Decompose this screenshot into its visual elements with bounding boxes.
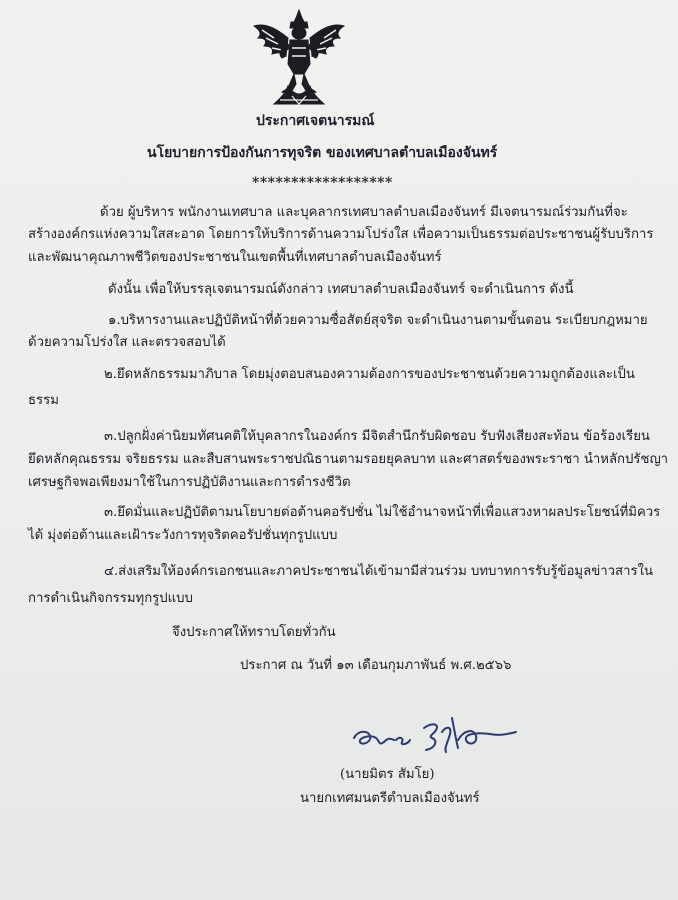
- document-heading: ประกาศเจตนารมณ์: [256, 113, 375, 129]
- item-3-line-1: ๓.ปลูกฝั่งค่านิยมทัศนคติให้บุคลากรในองค์กร มีจิตสำนึกรับผิดชอบ รับฟังเสียงสะท้อน ข้อร้องเรียน: [104, 429, 650, 444]
- document-title: นโยบายการป้องกันการทุจริต ของเทศบาลตำบลเมืองจันทร์: [147, 145, 498, 161]
- item-4-line-2: ได้ มุ่งต่อต้านและเฝ้าระวังการทุจริตคอรัปชั่นทุกรูปแบบ: [28, 528, 338, 543]
- announcement-date: ประกาศ ณ วันที่ ๑๓ เดือนกุมภาพันธ์ พ.ศ.๒๕๖๖: [240, 658, 512, 673]
- intro-line-1: ด้วย ผู้บริหาร พนักงานเทศบาล และบุคลากรเทศบาลตำบลเมืองจันทร์ มีเจตนารมณ์ร่วมกันที่จะ: [100, 205, 628, 220]
- handwritten-signature: [340, 708, 540, 764]
- item-4-line-1: ๓.ยึดมั่นและปฏิบัติตามนโยบายต่อต้านคอรัปชั่น ไม่ใช้อำนาจหน้าที่เพื่อแสวงหาผลประโยชน์ที่มิควร: [104, 505, 661, 520]
- separator: ******************: [252, 175, 393, 191]
- item-5-line-2: การดำเนินกิจกรรมทุกรูปแบบ: [28, 591, 193, 606]
- intro-line-3: และพัฒนาคุณภาพชีวิตของประชาชนในเขตพื้นที่เทศบาลตำบลเมืองจันทร์: [28, 250, 442, 265]
- signer-name: (นายมิตร สัมโย): [340, 767, 435, 782]
- lead-sentence: ดังนั้น เพื่อให้บรรลุเจตนารมณ์ดังกล่าว เทศบาลตำบลเมืองจันทร์ จะดำเนินการ ดังนี้: [108, 282, 574, 297]
- item-2-line-2: ธรรม: [28, 393, 59, 408]
- signer-position: นายกเทศมนตรีตำบลเมืองจันทร์: [300, 791, 480, 806]
- garuda-emblem-icon: [244, 8, 354, 108]
- item-3-line-3: เศรษฐกิจพอเพียงมาใช้ในการปฏิบัติงานและการดำรงชีวิต: [28, 475, 351, 490]
- item-3-line-2: ยึดหลักคุณธรรม จริยธรรม และสืบสานพระราชปณิธานตามรอยยุคลบาท และศาสตร์ของพระราชา นำหลักปรัชญา: [28, 452, 669, 467]
- item-1-line-2: ด้วยความโปร่งใส และตรวจสอบได้: [28, 335, 226, 350]
- intro-line-2: สร้างองค์กรแห่งความใสสะอาด โดยการให้บริการด้านความโปร่งใส เพื่อความเป็นธรรมต่อประชาชนผู้รับบริการ: [28, 227, 654, 242]
- item-1-line-1: ๑.บริหารงานและปฏิบัติหน้าที่ด้วยความซื่อสัตย์สุจริต จะดำเนินงานตามขั้นตอน ระเบียบกฎหมาย: [108, 313, 648, 328]
- item-2-line-1: ๒.ยึดหลักธรรมมาภิบาล โดยมุ่งตอบสนองความต้องการของประชาชนด้วยความถูกต้องและเป็น: [104, 367, 635, 382]
- item-5-line-1: ๔.ส่งเสริมให้องค์กรเอกชนและภาคประชาชนได้เข้ามามีส่วนร่วม บทบาทการรับรู้ข้อมูลข่าวสารใน: [104, 564, 654, 579]
- closing-text: จึงประกาศให้ทราบโดยทั่วกัน: [172, 625, 336, 640]
